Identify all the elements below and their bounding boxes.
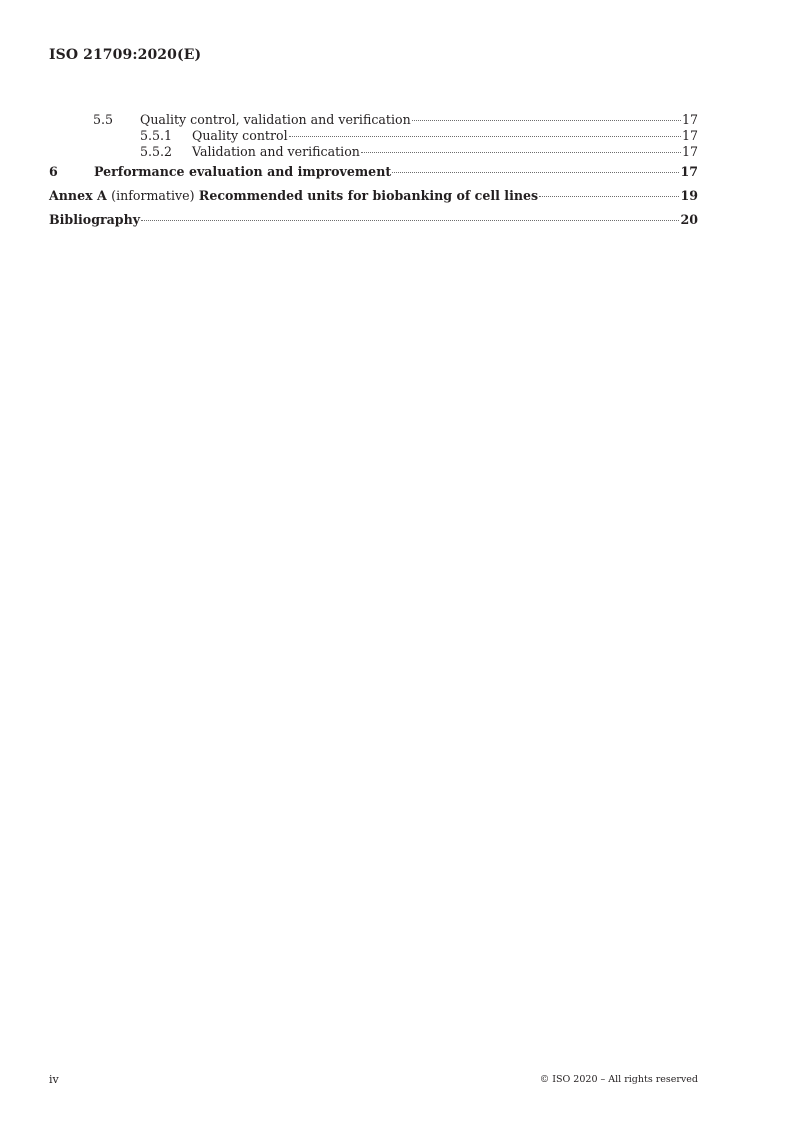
toc-dot-leader: [539, 196, 679, 197]
toc-dot-leader: [141, 220, 679, 221]
toc-entry-number: 5.5.2: [140, 144, 173, 159]
toc-dot-leader: [412, 120, 681, 121]
toc-dot-leader: [392, 172, 679, 173]
toc-entry-title: Quality control: [192, 128, 288, 143]
toc-dot-leader: [361, 152, 681, 153]
toc-entry-title: Bibliography: [49, 212, 141, 227]
table-of-contents: [49, 112, 698, 232]
copyright-notice: © ISO 2020 – All rights reserved: [539, 1074, 698, 1085]
toc-entry-page: 17: [680, 164, 698, 179]
toc-entry-number: 5.5.1: [140, 128, 173, 143]
toc-entry-page: 20: [680, 212, 698, 227]
annex-qualifier: (informative): [111, 188, 195, 203]
toc-entry-page: 17: [681, 112, 698, 127]
toc-entry-page: 17: [681, 144, 698, 159]
toc-dot-leader: [289, 136, 681, 137]
toc-entry-number: 6: [49, 164, 58, 179]
toc-entry-page: 17: [681, 128, 698, 143]
annex-title: Recommended units for biobanking of cell lines: [198, 188, 539, 203]
document-header: ISO 21709:2020(E): [49, 47, 202, 63]
toc-entry-title: Performance evaluation and improvement: [94, 164, 392, 179]
toc-entry-title: Quality control, validation and verification: [140, 112, 411, 127]
toc-entry-bibliography[interactable]: [49, 208, 698, 232]
page-number: iv: [49, 1073, 59, 1086]
toc-entry-annex-a[interactable]: [49, 184, 698, 208]
toc-entry-5-5-2[interactable]: [49, 144, 698, 160]
toc-entry-number: 5.5: [93, 112, 114, 127]
toc-entry-title: Validation and verification: [192, 144, 360, 159]
toc-entry-5-5-1[interactable]: [49, 128, 698, 144]
toc-entry-page: 19: [680, 188, 698, 203]
toc-entry-6[interactable]: [49, 160, 698, 184]
toc-entry-title: [49, 184, 538, 208]
annex-label: Annex A: [49, 188, 107, 203]
toc-entry-5-5[interactable]: [49, 112, 698, 128]
